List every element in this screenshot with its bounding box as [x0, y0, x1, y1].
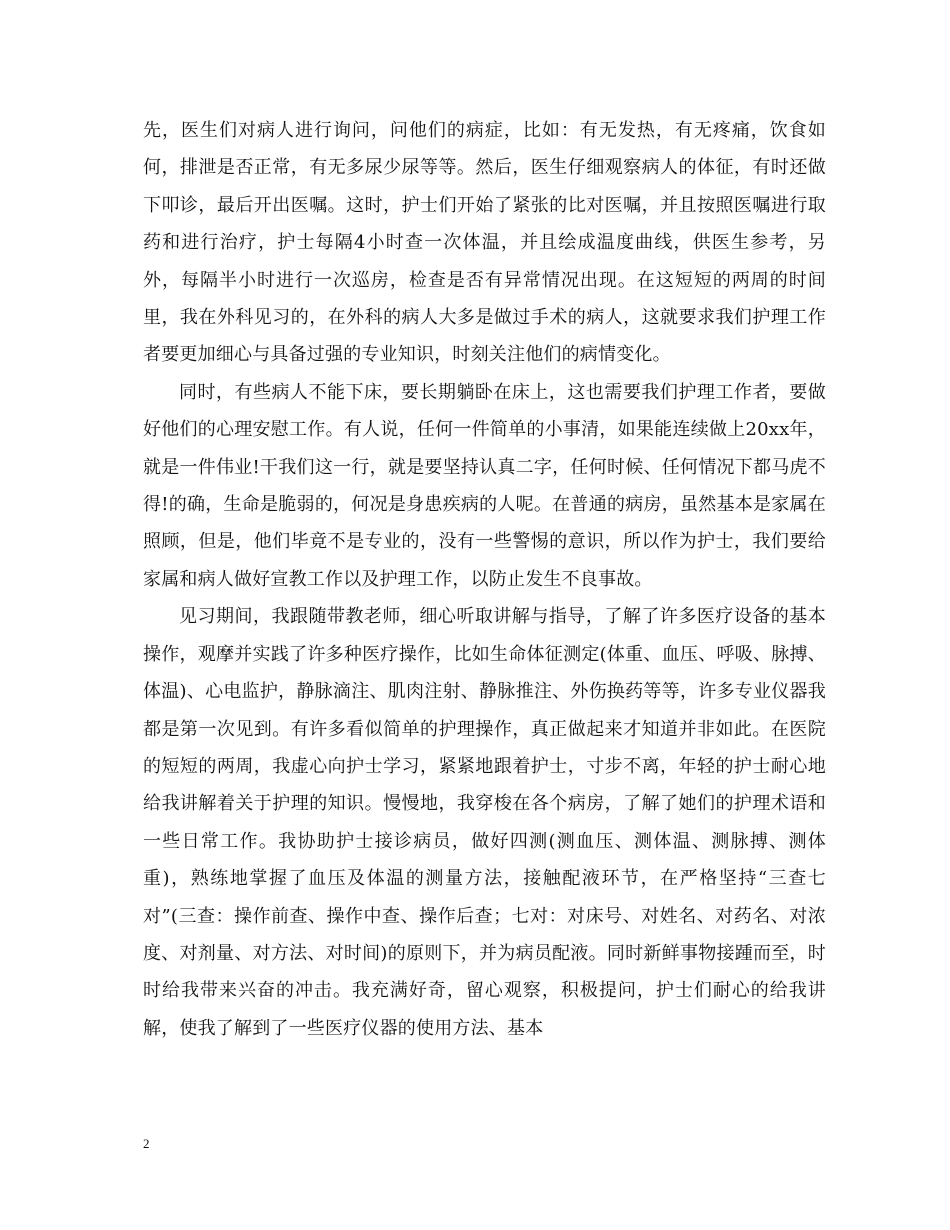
paragraph-3: 见习期间，我跟随带教老师，细心听取讲解与指导，了解了许多医疗设备的基本操作，观摩并实践了许多种医疗操作，比如生命体征测定(体重、血压、呼吸、脉搏、体温)、心电监护，静脉滴注、肌肉注射、静脉推注、外伤换药等等，许多专业仪器我都是第一次见到。有许多看似简单的护理操作，真正做起来才知道并非如此。在医院的短短的两周，我虚心向护士学习，紧紧地跟着护士，寸步不离，年轻的护士耐心地给我讲解着关于护理的知识。慢慢地，我穿梭在各个病房，了解了她们的护理术语和一些日常工作。我协助护士接诊病员，做好四测(测血压、测体温、测脉搏、测体重)，熟练地掌握了血压及体温的测量方法，接触配液环节，在严格坚持“三查七对”(三查：操作前查、操作中查、操作后查；七对：对床号、对姓名、对药名、对浓度、对剂量、对方法、对时间)的原则下，并为病员配液。同时新鲜事物接踵而至，时时给我带来兴奋的冲击。我充满好奇，留心观察，积极提问，护士们耐心的给我讲解，使我了解到了一些医疗仪器的使用方法、基本 [143, 606, 826, 1039]
document-body [143, 112, 826, 1047]
page-number: 2 [143, 1136, 150, 1151]
paragraph-2: 同时，有些病人不能下床，要长期躺卧在床上，这也需要我们护理工作者，要做好他们的心理安慰工作。有人说，任何一件简单的小事清，如果能连续做上20xx年，就是一件伟业!干我们这一行，就是要坚持认真二字，任何时候、任何情况下都马虎不得!的确，生命是脆弱的，何况是身患疾病的人呢。在普通的病房，虽然基本是家属在照顾，但是，他们毕竟不是专业的，没有一些警惕的意识，所以作为护士，我们要给家属和病人做好宣教工作以及护理工作，以防止发生不良事故。 [143, 381, 826, 590]
paragraph-1: 先，医生们对病人进行询问，问他们的病症，比如：有无发热，有无疼痛，饮食如何，排泄是否正常，有无多尿少尿等等。然后，医生仔细观察病人的体征，有时还做下叩诊，最后开出医嘱。这时，护士们开始了紧张的比对医嘱，并且按照医嘱进行取药和进行治疗，护士每隔4小时查一次体温，并且绘成温度曲线，供医生参考，另外，每隔半小时进行一次巡房，检查是否有异常情况出现。在这短短的两周的时间里，我在外科见习的，在外科的病人大多是做过手术的病人，这就要求我们护理工作者要更加细心与具备过强的专业知识，时刻关注他们的病情变化。 [143, 120, 826, 366]
